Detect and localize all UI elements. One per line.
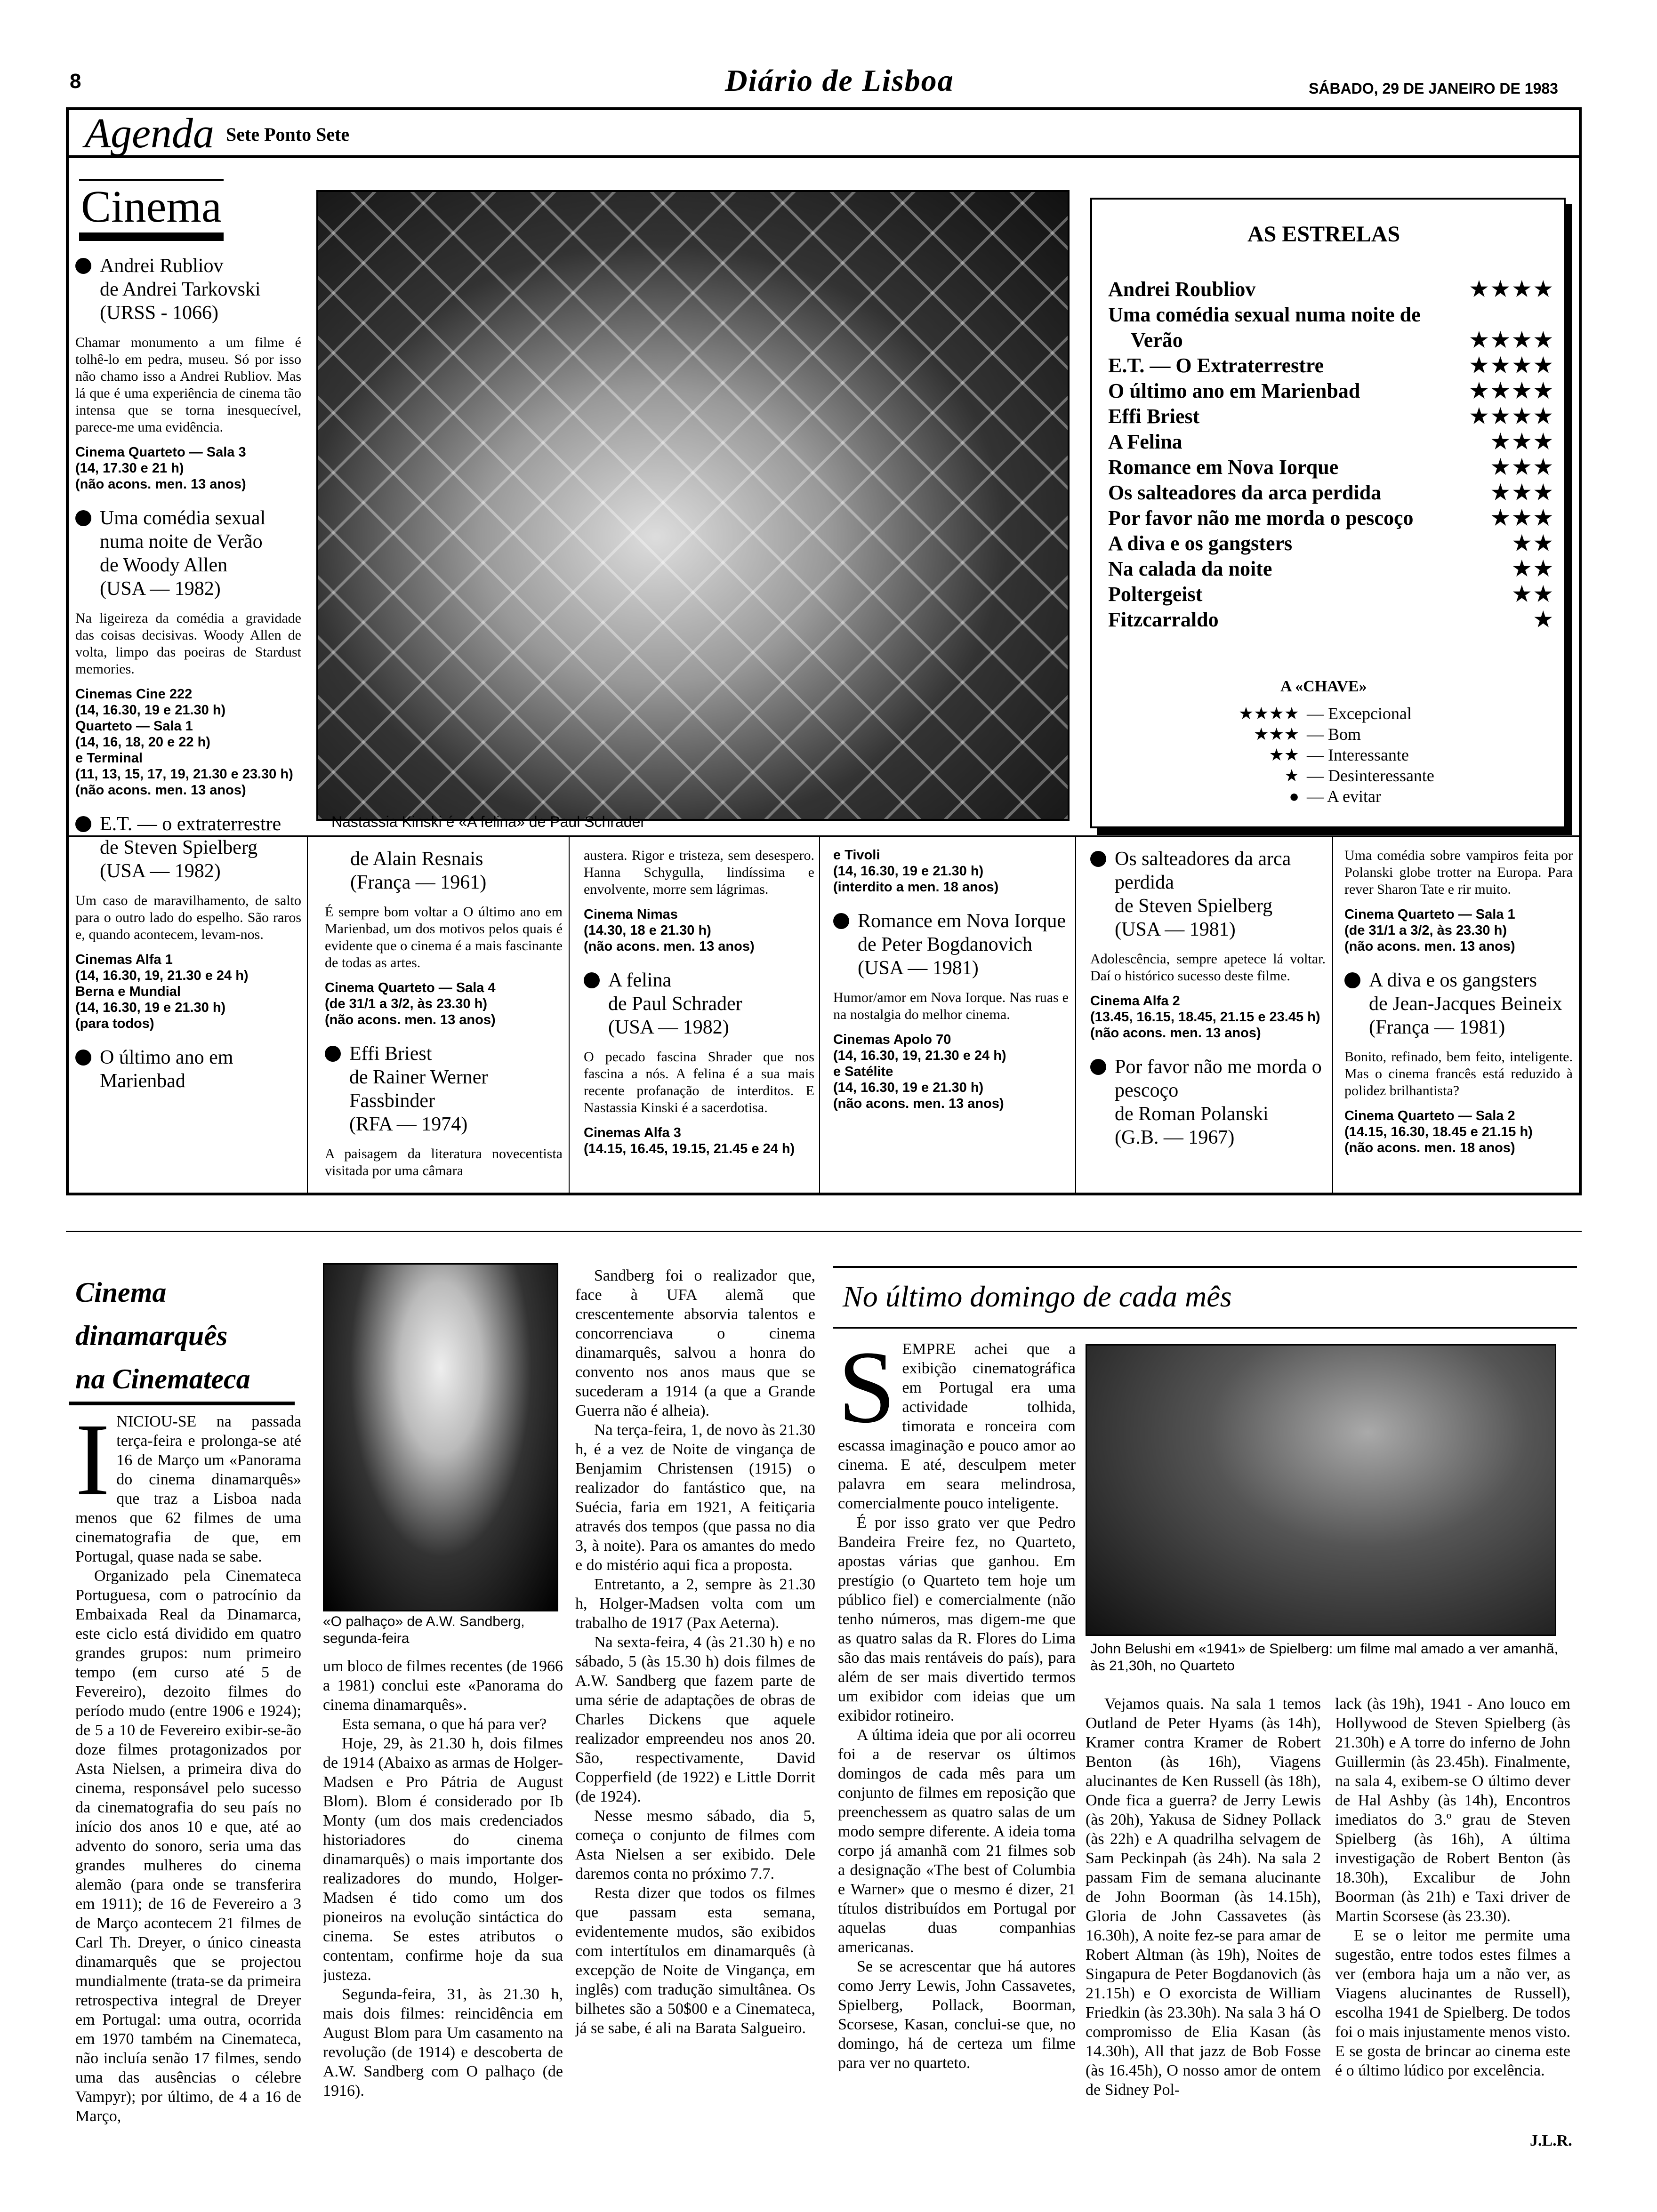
photo-john-belushi <box>1086 1344 1556 1636</box>
film-review: Chamar monumento a um filme é tolhê-lo em pedra, museu. Só por isso não chamo isso a Andrei Rubliov. Mas lá que é uma experiência de cinema tão intensa que se torna inesquecível, parece-me uma evidência. <box>75 335 301 435</box>
key-row: ● — A evitar <box>1205 786 1381 807</box>
film-schedule: Cinemas Apolo 70 (14, 16.30, 19, 21.30 e 24 h) e Satélite (14, 16.30, 19 e 21.30 h) (não acons. men. 13 anos) <box>833 1032 1006 1111</box>
cinema-heading: Cinema <box>79 179 224 241</box>
star-icons: ★★★★ <box>1470 278 1555 301</box>
film-review: Na ligeireza da comédia a gravidade das coisas decisivas. Woody Allen de volta, limpo das poeiras de Stardust memories. <box>75 610 301 677</box>
film-schedule: Cinemas Cine 222 (14, 16.30, 19 e 21.30 h) Quarteto — Sala 1 (14, 16, 18, 20 e 22 h) e Terminal (11, 13, 15, 17, 19, 21.30 e 23.30 h) (não acons. men. 13 anos) <box>75 687 293 798</box>
bullet-icon <box>325 1046 341 1062</box>
domingo-column-1: S EMPRE achei que a exibição cinematográfica em Portugal era uma actividade tolhida, timorata e ronceira com escassa imaginação e pouco amor ao cinema. E até, desculpem meter palavra em seara melindrosa, comercialmente pouco inteligente. É por isso grato ver que Pedro Bandeira Freire fez, no Quarteto, apostas várias que ganhou. Em prestígio (o Quarteto tem hoje um público fiel) e comercialmente (não tenho números, mas digem-me que as quatro salas da R. Flores do Lima são das mais rentáveis do país), para além de ser mais divertido termos um exibidor com ideias que um exibidor rotineiro. A última ideia que por ali ocorreu foi a de reservar os últimos domingos de cada mês para um conjunto de filmes em reposição que preenchessem as quatro salas de um modo sempre diferente. A ideia toma corpo já amanhã com 21 filmes sob a designação «The best of Columbia e Warner» que o mesmo é dizer, 21 títulos distribuídos em Portugal por aquelas duas companhias americanas. Se se acrescentar que há autores como Jerry Lewis, John Cassavetes, Spielberg, Pollack, Boorman, Scorsese, Kasan, conclui-se que, no domingo, há de certeza um filme para ver no quarteto. <box>838 1339 1076 2072</box>
film-title: A diva e os gangsters de Jean-Jacques Beineix (França — 1981) <box>1344 969 1573 1039</box>
col-divider <box>307 837 308 1194</box>
star-icons: ★★★★ <box>1470 354 1555 377</box>
cinema-column-6 <box>1344 847 1573 1191</box>
film-title: Andrei Rubliov de Andrei Tarkovski (URSS - 1066) <box>75 254 301 325</box>
domingo-column-3: lack (às 19h), 1941 - Ano louco em Hollywood de Steven Spielberg (às 21.30h) e A torre do inferno de John Guillermin (às 23.45h). Finalmente, na sala 4, exibem-se O último dever de Hal Ashby (às 14h), Encontros imediatos do 3.º grau de Steven Spielberg (às 16h), A última investigação de Robert Benton (às 18.30h), Excalibur de John Boorman (às 21h) e Taxi driver de Martin Scorsese (às 23.30). E se o leitor me permite uma sugestão, entre todos estes filmes a ver (embora haja um a não ver, as Viagens alucinantes de Russell), escolha 1941 de Spielberg. De todos foi o mais injustamente menos visto. E se gosta de brincar ao cinema este é o último lúdico por excelência. <box>1335 1695 1570 2079</box>
film-schedule: Cinema Quarteto — Sala 3 (14, 17.30 e 21 h) (não acons. men. 13 anos) <box>75 445 246 492</box>
col-divider <box>569 837 570 1194</box>
film-title: Os salteadores da arca perdida de Steven Spielberg (USA — 1981) <box>1090 847 1326 941</box>
bullet-icon <box>75 510 91 526</box>
star-rating-row: Uma comédia sexual numa noite de <box>1108 303 1421 326</box>
star-rating-row: E.T. — O Extraterrestre ★★★★ <box>1108 353 1555 378</box>
photo-caption: Nastassia Kinski é «A felina» de Paul Schrader <box>331 813 646 830</box>
col-divider <box>1332 837 1333 1194</box>
cinema-column-4 <box>833 847 1069 1191</box>
cinema-column-5 <box>1090 847 1326 1191</box>
film-review: Um caso de maravilhamento, de salto para o outro lado do espelho. São raros e, quando acontecem, levam-nos. <box>75 893 301 942</box>
star-icons: ★ <box>1284 766 1299 785</box>
film-schedule: Cinema Quarteto — Sala 4 (de 31/1 a 3/2, às 23.30 h) (não acons. men. 13 anos) <box>325 980 496 1027</box>
bullet-icon <box>75 1050 91 1066</box>
danish-column-3: Sandberg foi o realizador que, face à UFA alemã que crescentemente absorvia talentos e concorrenciava o cinema dinamarquês, salvou a honra do convento nos anos maus que se sucederam a 1914 (a que a Grande Guerra não é alheia). Na terça-feira, 1, de novo às 21.30 h, é a vez de Noite de vingança de Benjamim Christensen (1915) o realizador do fantástico que, na Suécia, faria em 1921, A feitiçaria através dos tempos (que passa no dia 3, à noite). Para os amantes do medo e do mistério aqui fica a proposta. Entretanto, a 2, sempre às 21.30 h, Holger-Madsen volta com um trabalho de 1917 (Pax Aeterna). Na sexta-feira, 4 (às 21.30 h) e no sábado, 5 (às 15.30 h) dois filmes de A.W. Sandberg que fazem parte de uma série de adaptações de obras de Charles Dickens que aquele realizador empreendeu nos anos 20. São, respectivamente, David Copperfield (de 1922) e Little Dorrit (de 1924). Nesse mesmo sábado, dia 5, começa o conjunto de filmes com Asta Nielsen a ser exibido. Dele daremos conta no próximo 7.7. Resta dizer que todos os filmes que passam esta semana, evidentemente mudos, são exibidos com intertítulos em dinamarquês (à excepção de Noite de Vingança, em inglês) com tradução simultânea. Os bilhetes são a 50$00 e a Cinemateca, já se sabe, é ali na Barata Salgueiro. <box>575 1267 815 2037</box>
article-title-danish: Cinema dinamarquês na Cinemateca <box>75 1277 250 1395</box>
bullet-icon <box>1344 972 1360 988</box>
star-icons: ★★★★ <box>1470 329 1555 352</box>
film-title: Uma comédia sexual numa noite de Verão de Woody Allen (USA — 1982) <box>75 506 301 601</box>
star-rating-row: Fitzcarraldo ★ <box>1108 607 1555 633</box>
star-rating-row: Poltergeist ★★ <box>1108 582 1555 607</box>
section-title: Agenda <box>85 110 214 157</box>
film-title: Romance em Nova Iorque de Peter Bogdanovich (USA — 1981) <box>833 909 1069 980</box>
star-rating-row: Por favor não me morda o pescoço ★★★ <box>1108 505 1555 531</box>
film-title: Por favor não me morda o pescoço de Roman Polanski (G.B. — 1967) <box>1090 1055 1326 1149</box>
film-review: austera. Rigor e tristeza, sem desespero. Hanna Schygulla, lindíssima e envolvente, morre sem lágrimas. <box>584 848 814 897</box>
frame-left <box>66 158 69 1195</box>
article-title-rule <box>833 1327 1577 1329</box>
author-signature: J.L.R. <box>1530 2132 1572 2149</box>
film-schedule: Cinema Quarteto — Sala 1 (de 31/1 a 3/2, às 23.30 h) (não acons. men. 13 anos) <box>1344 907 1515 954</box>
bullet-icon: ● <box>1289 787 1299 806</box>
photo-nastassia-kinski <box>316 190 1070 821</box>
film-review: Bonito, refinado, bem feito, inteligente. Mas o cinema francês está reduzido à polidez brilhantista? <box>1344 1049 1573 1098</box>
stars-heading: AS ESTRELAS <box>1247 222 1400 247</box>
star-rating-row: O último ano em Marienbad ★★★★ <box>1108 378 1555 404</box>
key-row: ★★ — Interessante <box>1205 745 1409 765</box>
danish-column-2: um bloco de filmes recentes (de 1966 a 1981) conclui este «Panorama do cinema dinamarquês». Esta semana, o que há para ver? Hoje, 29, às 21.30 h, dois filmes de 1914 (Abaixo as armas de Holger-Madsen e Pro Pátria de August Blom). Blom é considerado por Ib Monty (um dos mais credenciados historiadores do cinema dinamarquês) o mais importante dos realizadores do mundo, Holger-Madsen é tido como um dos pioneiros na evolução sintáctica do cinema. Se estes atributos o contentam, confirme hoje da sua justeza. Segunda-feira, 31, às 21.30 h, mais dois filmes: reincidência em August Blom para Um casamento na revolução (de 1914) e descoberta de A.W. Sandberg com O palhaço (de 1916). <box>323 1658 563 2100</box>
drop-cap: I <box>75 1412 110 1517</box>
star-icons: ★★★★ <box>1470 405 1555 428</box>
page-number: 8 <box>70 70 81 93</box>
star-rating-row: Romance em Nova Iorque ★★★ <box>1108 455 1555 480</box>
star-icons: ★★ <box>1269 745 1299 764</box>
film-title: Effi Briest de Rainer Werner Fassbinder (RFA — 1974) <box>325 1042 563 1136</box>
issue-date: SÁBADO, 29 DE JANEIRO DE 1983 <box>1309 80 1558 97</box>
star-icons: ★★★ <box>1491 456 1555 479</box>
title-rule <box>69 1402 295 1405</box>
bullet-icon <box>1090 851 1106 867</box>
key-row: ★★★★ — Excepcional <box>1205 703 1412 724</box>
photo-o-palhaco <box>323 1263 558 1611</box>
film-title-cont: de Alain Resnais (França — 1961) <box>350 848 487 893</box>
film-schedule: Cinema Quarteto — Sala 2 (14.15, 16.30, 18.45 e 21.15 h) (não acons. men. 18 anos) <box>1344 1108 1533 1155</box>
film-review: Adolescência, sempre apetece lá voltar. Daí o histórico sucesso deste filme. <box>1090 951 1326 984</box>
danish-column-1: I NICIOU-SE na passada terça-feira e prolonga-se até 16 de Março um «Panorama do cinema dinamarquês» que traz a Lisboa nada menos que 62 filmes de uma cinematografia de que, em Portugal, quase nada se sabe. Organizado pela Cinemateca Portuguesa, com o patrocínio da Embaixada Real da Dinamarca, este ciclo está dividido em quatro grandes grupos: num primeiro tempo (em curso até 5 de Fevereiro), dezoito filmes do período mudo (entre 1906 e 1924); de 5 a 10 de Fevereiro exibir-se-ão doze filmes protagonizados por Asta Nielsen, a primeira diva do cinema, responsável pelo sucesso da cinematografia do seu país no início dos anos 10 e que, até ao advento do sonoro, seria uma das grandes mulheres do cinema alemão (para onde se transferira em 1911); de 16 de Fevereiro a 3 de Março acontecem 21 filmes de Carl Th. Dreyer, o único cineasta dinamarquês que se projectou mundialmente (trata-se da primeira retrospectiva integral de Dreyer em Portugal: uma outra, ocorrida em 1970 também na Cinemateca, não incluía senão 17 filmes, sendo uma das ausências o célebre Vampyr); por último, de 4 a 16 de Março, <box>75 1412 301 2125</box>
domingo-column-2: Vejamos quais. Na sala 1 temos Outland de Peter Hyams (às 14h), Kramer contra Kramer de Robert Benton (às 16h), Viagens alucinantes de Ken Russell (às 18h), Onde fica a guerra? de Jerry Lewis (às 20h), Yakusa de Sidney Pollack (às 22h) e A quadrilha selvagem de Sam Peckinpah (às 24h). Na sala 2 passam Fim de semana alucinante de John Boorman (às 14.15h), Gloria de John Cassavetes (às 16.30h), A noite fez-se para amar de Robert Altman (às 19h), Noites de Singapura de Peter Bogdanovich (às 21.15h) e O exorcista de William Friedkin (às 23.30h). Na sala 3 há O compromisso de Elia Kasan (às 14.30h), All that jazz de Bob Fosse (às 16.45h), O nosso amor de ontem de Sidney Pol- <box>1086 1695 1321 2099</box>
film-schedule: Cinema Nimas (14.30, 18 e 21.30 h) (não acons. men. 13 anos) <box>584 907 755 954</box>
drop-cap: S <box>838 1339 896 1444</box>
bullet-icon <box>833 913 849 929</box>
star-rating-row: A Felina ★★★ <box>1108 429 1555 455</box>
star-rating-row: Na calada da noite ★★ <box>1108 556 1555 582</box>
star-icons: ★★★★ <box>1238 704 1299 723</box>
star-rating-row: Verão ★★★★ <box>1108 328 1555 353</box>
section-subtitle: Sete Ponto Sete <box>226 124 350 145</box>
key-row: ★★★ — Bom <box>1205 724 1361 745</box>
cinema-column-3 <box>584 847 814 1191</box>
star-rating-row: Andrei Roubliov ★★★★ <box>1108 277 1555 302</box>
star-icons: ★★ <box>1512 557 1555 580</box>
bullet-icon <box>75 816 91 832</box>
cinema-column-1 <box>75 254 301 1191</box>
star-icons: ★★★★ <box>1470 379 1555 402</box>
star-rating-row: A diva e os gangsters ★★ <box>1108 531 1555 556</box>
star-icons: ★★ <box>1512 532 1555 555</box>
article-title-domingo: No último domingo de cada mês <box>843 1280 1232 1313</box>
film-review: Uma comédia sobre vampiros feita por Polanski globe trotter na Europa. Para rever Sharon Tate e rir muito. <box>1344 848 1573 897</box>
film-title: A felina de Paul Schrader (USA — 1982) <box>584 969 814 1039</box>
masthead: Diário de Lisboa <box>725 64 954 98</box>
star-rating-row: Os salteadores da arca perdida ★★★ <box>1108 480 1555 505</box>
star-icons: ★ <box>1534 608 1555 631</box>
film-title: E.T. — o extraterrestre de Steven Spielberg (USA — 1982) <box>75 812 301 883</box>
film-schedule: Cinemas Alfa 1 (14, 16.30, 19, 21.30 e 24 h) Berna e Mundial (14, 16.30, 19 e 21.30 h) (para todos) <box>75 952 249 1031</box>
bullet-icon <box>75 258 91 274</box>
film-schedule: Cinemas Alfa 3 (14.15, 16.45, 19.15, 21.45 e 24 h) <box>584 1125 795 1156</box>
film-review: A paisagem da literatura novecentista visitada por uma câmara <box>325 1146 563 1178</box>
film-title: O último ano em Marienbad <box>75 1046 301 1093</box>
star-icons: ★★★ <box>1254 725 1299 744</box>
star-icons: ★★★ <box>1491 506 1555 529</box>
frame-right <box>1579 158 1582 1195</box>
bullet-icon <box>1090 1059 1106 1075</box>
photo-caption: John Belushi em «1941» de Spielberg: um filme mal amado a ver amanhã, às 21,30h, no Quarteto <box>1090 1641 1558 1674</box>
article-top-rule <box>833 1266 1577 1268</box>
frame-bottom <box>66 1193 1582 1195</box>
col-divider <box>819 837 820 1194</box>
film-schedule: e Tivoli (14, 16.30, 19 e 21.30 h) (interdito a men. 18 anos) <box>833 848 999 895</box>
rule-section <box>66 1231 1582 1232</box>
star-icons: ★★★ <box>1491 430 1555 453</box>
bullet-icon <box>584 972 600 988</box>
key-row: ★ — Desinteressante <box>1205 765 1434 786</box>
film-schedule: Cinema Alfa 2 (13.45, 16.15, 18.45, 21.15 e 23.45 h) (não acons. men. 13 anos) <box>1090 994 1320 1041</box>
star-icons: ★★★ <box>1491 481 1555 504</box>
photo-caption: «O palhaço» de A.W. Sandberg, segunda-feira <box>323 1614 525 1646</box>
key-heading: A «CHAVE» <box>1280 678 1367 695</box>
film-review: É sempre bom voltar a O último ano em Marienbad, um dos motivos pelos quais é evidente que o cinema é a mais fascinante de todas as artes. <box>325 904 563 970</box>
col-divider <box>1075 837 1076 1194</box>
film-review: O pecado fascina Shrader que nos fascina a nós. A felina é a sua mais recente profanação de interditos. E Nastassia Kinski é a sacerdotisa. <box>584 1049 814 1115</box>
star-icons: ★★ <box>1512 583 1555 606</box>
film-review: Humor/amor em Nova Iorque. Nas ruas e na nostalgia do melhor cinema. <box>833 990 1069 1022</box>
cinema-column-2 <box>325 847 563 1191</box>
star-rating-row: Effi Briest ★★★★ <box>1108 404 1555 429</box>
